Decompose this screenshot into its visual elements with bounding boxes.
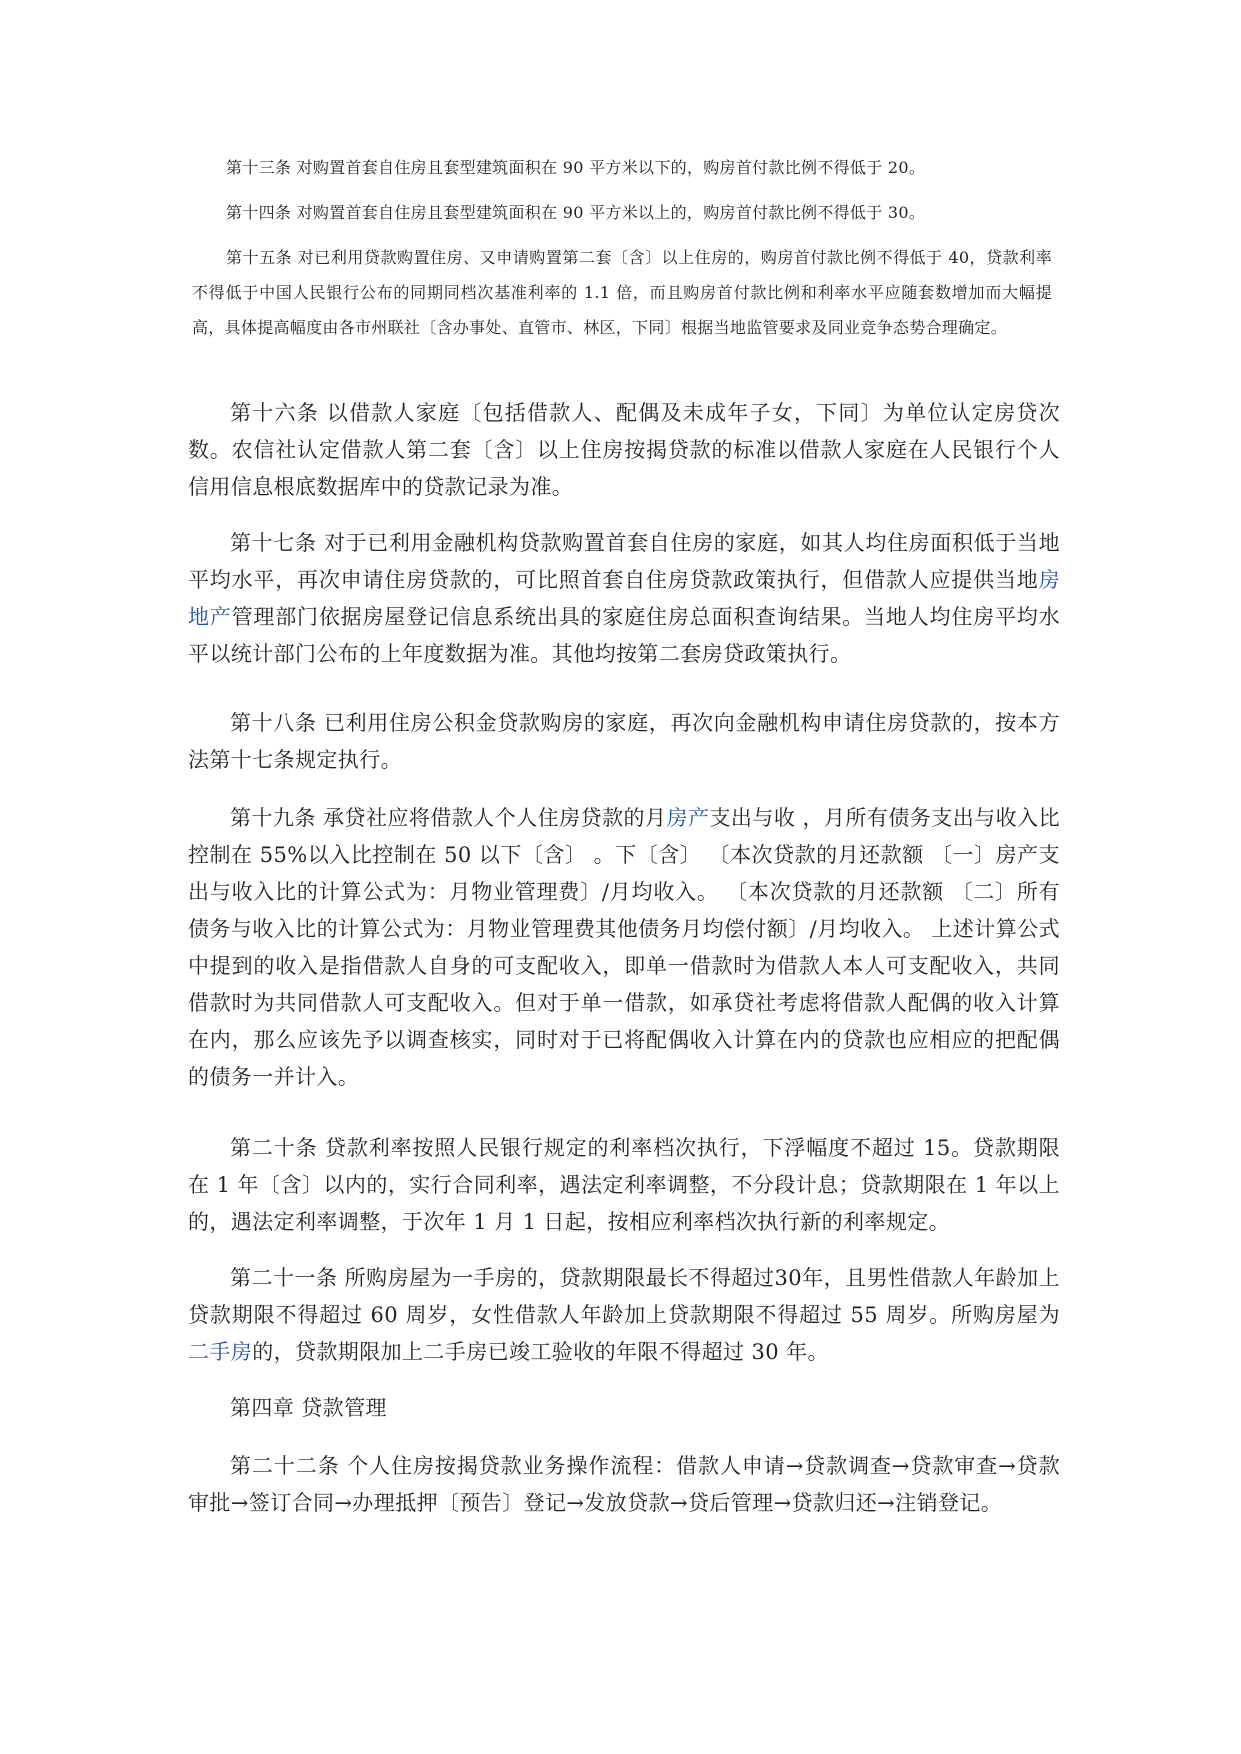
chapter-4-heading: 第四章 贷款管理 xyxy=(230,1396,387,1420)
article-20: 第二十条 贷款利率按照人民银行规定的利率档次执行，下浮幅度不超过 15。贷款期限在 1 年〔含〕以内的，实行合同利率，遇法定利率调整，不分段计息；贷款期限在 1 年以上的，遇法定利率调整，于次年 1 月 1 日起，按相应利率档次执行新的利率规定。 xyxy=(188,1136,1060,1234)
article-21-text-b: 的，贷款期限加上二手房已竣工验收的年限不得超过 30 年。 xyxy=(252,1340,829,1364)
real-estate-link[interactable]: 房地产 xyxy=(188,568,1060,629)
article-22: 第二十二条 个人住房按揭贷款业务操作流程：借款人申请→贷款调查→贷款审查→贷款审批→签订合同→办理抵押〔预告〕登记→发放贷款→贷后管理→贷款归还→注销登记。 xyxy=(188,1454,1060,1515)
article-18: 第十八条 已利用住房公积金贷款购房的家庭，再次向金融机构申请住房贷款的，按本方法第十七条规定执行。 xyxy=(188,711,1060,772)
article-21-text-a: 第二十一条 所购房屋为一手房的，贷款期限最长不得超过30年，且男性借款人年龄加上贷款期限不得超过 60 周岁，女性借款人年龄加上贷款期限不得超过 55 周岁。所购房屋为 xyxy=(188,1266,1060,1327)
second-hand-house-link[interactable]: 二手房 xyxy=(188,1340,253,1364)
article-21 xyxy=(188,1260,1060,1371)
article-19-text-b: 支出与收 ，月所有债务支出与收入比控制在 55%以入比控制在 50 以下〔含〕 。下〔含〕 〔本次贷款的月还款额 〔一〕房产支出与收入比的计算公式为：月物业管理费〕/月均收入。 〔本次贷款的月还款额 〔二〕所有债务与收入比的计算公式为：月物业管理费其他债务月均偿付额〕/月均收入。 上述计算公式中提到的收入是指借款人自身的可支配收入，即单一借款时为借款人本人可支配收入，共同借款时为共同借款人可支配收入。但对于单一借款，如承贷社考虑将借款人配偶的收入计算在内，那么应该先予以调查核实，同时对于已将配偶收入计算在内的贷款也应相应的把配偶的债务一并计入。 xyxy=(188,806,1060,1089)
article-16: 第十六条 以借款人家庭〔包括借款人、配偶及未成年子女，下同〕为单位认定房贷次数。农信社认定借款人第二套〔含〕以上住房按揭贷款的标准以借款人家庭在人民银行个人信用信息根底数据库中的贷款记录为准。 xyxy=(188,401,1060,499)
article-17 xyxy=(188,525,1060,673)
article-19 xyxy=(188,800,1060,1096)
article-19-text-a: 第十九条 承贷社应将借款人个人住房贷款的月 xyxy=(230,806,667,830)
article-15: 第十五条 对已利用贷款购置住房、又申请购置第二套〔含〕以上住房的，购房首付款比例不得低于 40，贷款利率不得低于中国人民银行公布的同期同档次基准利率的 1.1 倍，而且购房首付款比例和利率水平应随套数增加而大幅提高，具体提高幅度由各市州联社〔含办事处、直管市、林区，下同〕根据当地监管要求及同业竞争态势合理确定。 xyxy=(192,248,1052,337)
article-17-text-b: 管理部门依据房屋登记信息系统出具的家庭住房总面积查询结果。当地人均住房平均水平以统计部门公布的上年度数据为准。其他均按第二套房贷政策执行。 xyxy=(188,605,1060,666)
article-13: 第十三条 对购置首套自住房且套型建筑面积在 90 平方米以下的，购房首付款比例不得低于 20。 xyxy=(226,158,926,177)
property-link[interactable]: 房产 xyxy=(666,806,710,830)
article-14: 第十四条 对购置首套自住房且套型建筑面积在 90 平方米以上的，购房首付款比例不得低于 30。 xyxy=(226,203,926,222)
article-17-text-a: 第十七条 对于已利用金融机构贷款购置首套自住房的家庭，如其人均住房面积低于当地平均水平，再次申请住房贷款的，可比照首套自住房贷款政策执行，但借款人应提供当地 xyxy=(188,531,1060,592)
